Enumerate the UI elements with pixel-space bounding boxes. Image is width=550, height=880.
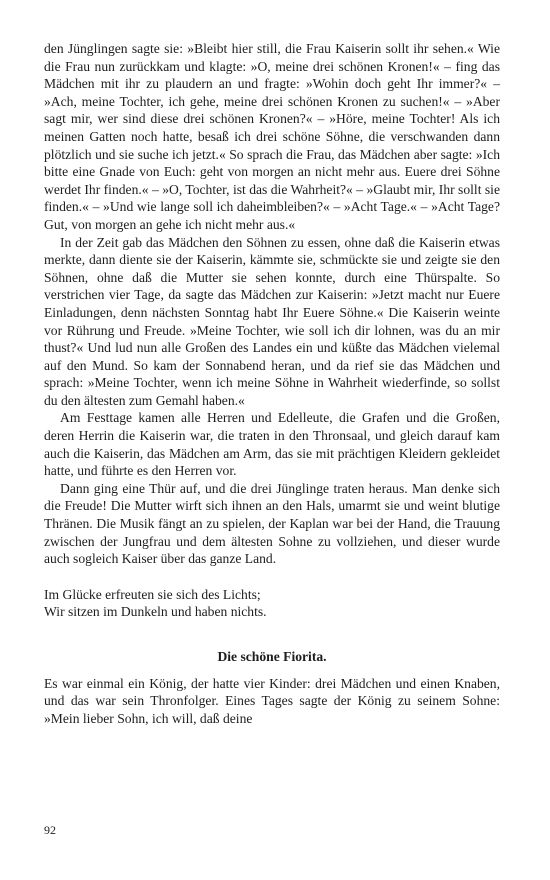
paragraph-1: den Jünglingen sagte sie: »Bleibt hier still, die Frau Kaiserin sollt ihr sehen.« Wie die Frau nun zurückkam und klagte: »O, meine drei schönen Kronen!« – fing das Mädchen mit ihr zu plaudern an und fragte: »Wohin doch geht Ihr immer?« – »Ach, meine Tochter, ich gehe, meine drei schönen Kronen zu suchen!« – »Aber sagt mir, wer sind diese drei schönen Kronen?« – »Höre, meine Tochter! Als ich meinen Gatten noch hatte, besaß ich drei schöne Söhne, die verschwanden dann plötzlich und sie suche ich jetzt.« So sprach die Frau, das Mädchen aber sagte: »Ich bitte eine Gnade von Euch: geht von morgen an nicht mehr aus. Euere drei Söhne werdet Ihr finden.« – »O, Tochter, ist das die Wahrheit?« – »Glaubt mir, Ihr sollt sie finden.« – »Und wie lange soll ich daheimbleiben?« – »Acht Tage.« – »Acht Tage? Gut, von morgen an gehe ich nicht mehr aus.«: [44, 41, 500, 232]
book-page: [44, 40, 500, 727]
story-title: Die schöne Fiorita.: [217, 649, 327, 664]
verse-line-2: Wir sitzen im Dunkeln und haben nichts.: [44, 604, 267, 620]
paragraph-4: Dann ging eine Thür auf, und die drei Jünglinge traten heraus. Man denke sich die Freude! Die Mutter wirft sich ihnen an den Hals, umarmt sie und weint blutige Thränen. Die Musik fängt an zu spielen, der Kaplan war bei der Hand, die Trauung zwischen der Jungfrau und dem ältesten Sohne zu vollziehen, und dieser wurde auch sogleich Kaiser über das ganze Land.: [44, 480, 500, 567]
closing-verse: [44, 586, 500, 621]
verse-line-1: Im Glücke erfreuten sie sich des Lichts;: [44, 586, 261, 602]
paragraph-3: Am Festtage kamen alle Herren und Edelleute, die Grafen und die Großen, deren Herrin die Kaiserin war, die traten in den Thronsaal, und gleich darauf kam auch die Kaiserin, das Mädchen am Arm, das sie mit prächtigen Kleidern gekleidet hatte, und führte es den Herren vor.: [44, 410, 500, 479]
story-opening-paragraph: Es war einmal ein König, der hatte vier Kinder: drei Mädchen und einen Knaben, und das war sein Thronfolger. Eines Tages sagte der König zu seinem Sohne: »Mein lieber Sohn, ich will, daß deine: [44, 675, 500, 726]
paragraph-2: In der Zeit gab das Mädchen den Söhnen zu essen, ohne daß die Kaiserin etwas merkte, dann diente sie der Kaiserin, kämmte sie, schmückte sie und zeigte sie den Söhnen, ohne daß die Mutter sie sehen konnte, durch eine Thürspalte. So verstrichen vier Tage, da sagte das Mädchen zur Kaiserin: »Jetzt macht nur Euere Einladungen, denn nächsten Sonntag habt Ihr Euere Söhne.« Die Kaiserin weinte vor Rührung und Freude. »Meine Tochter, wie soll ich dir lohnen, was du an mir thust?« Und lud nun alle Großen des Landes ein und küßte das Mädchen vielemal auf den Mund. So kam der Sonnabend heran, und da rief sie das Mädchen und sprach: »Meine Tochter, wenn ich meine Söhne in Wahrheit wiederfinde, so sollst du den ältesten zum Gemahl haben.«: [44, 234, 500, 408]
page-number: 92: [44, 823, 56, 837]
